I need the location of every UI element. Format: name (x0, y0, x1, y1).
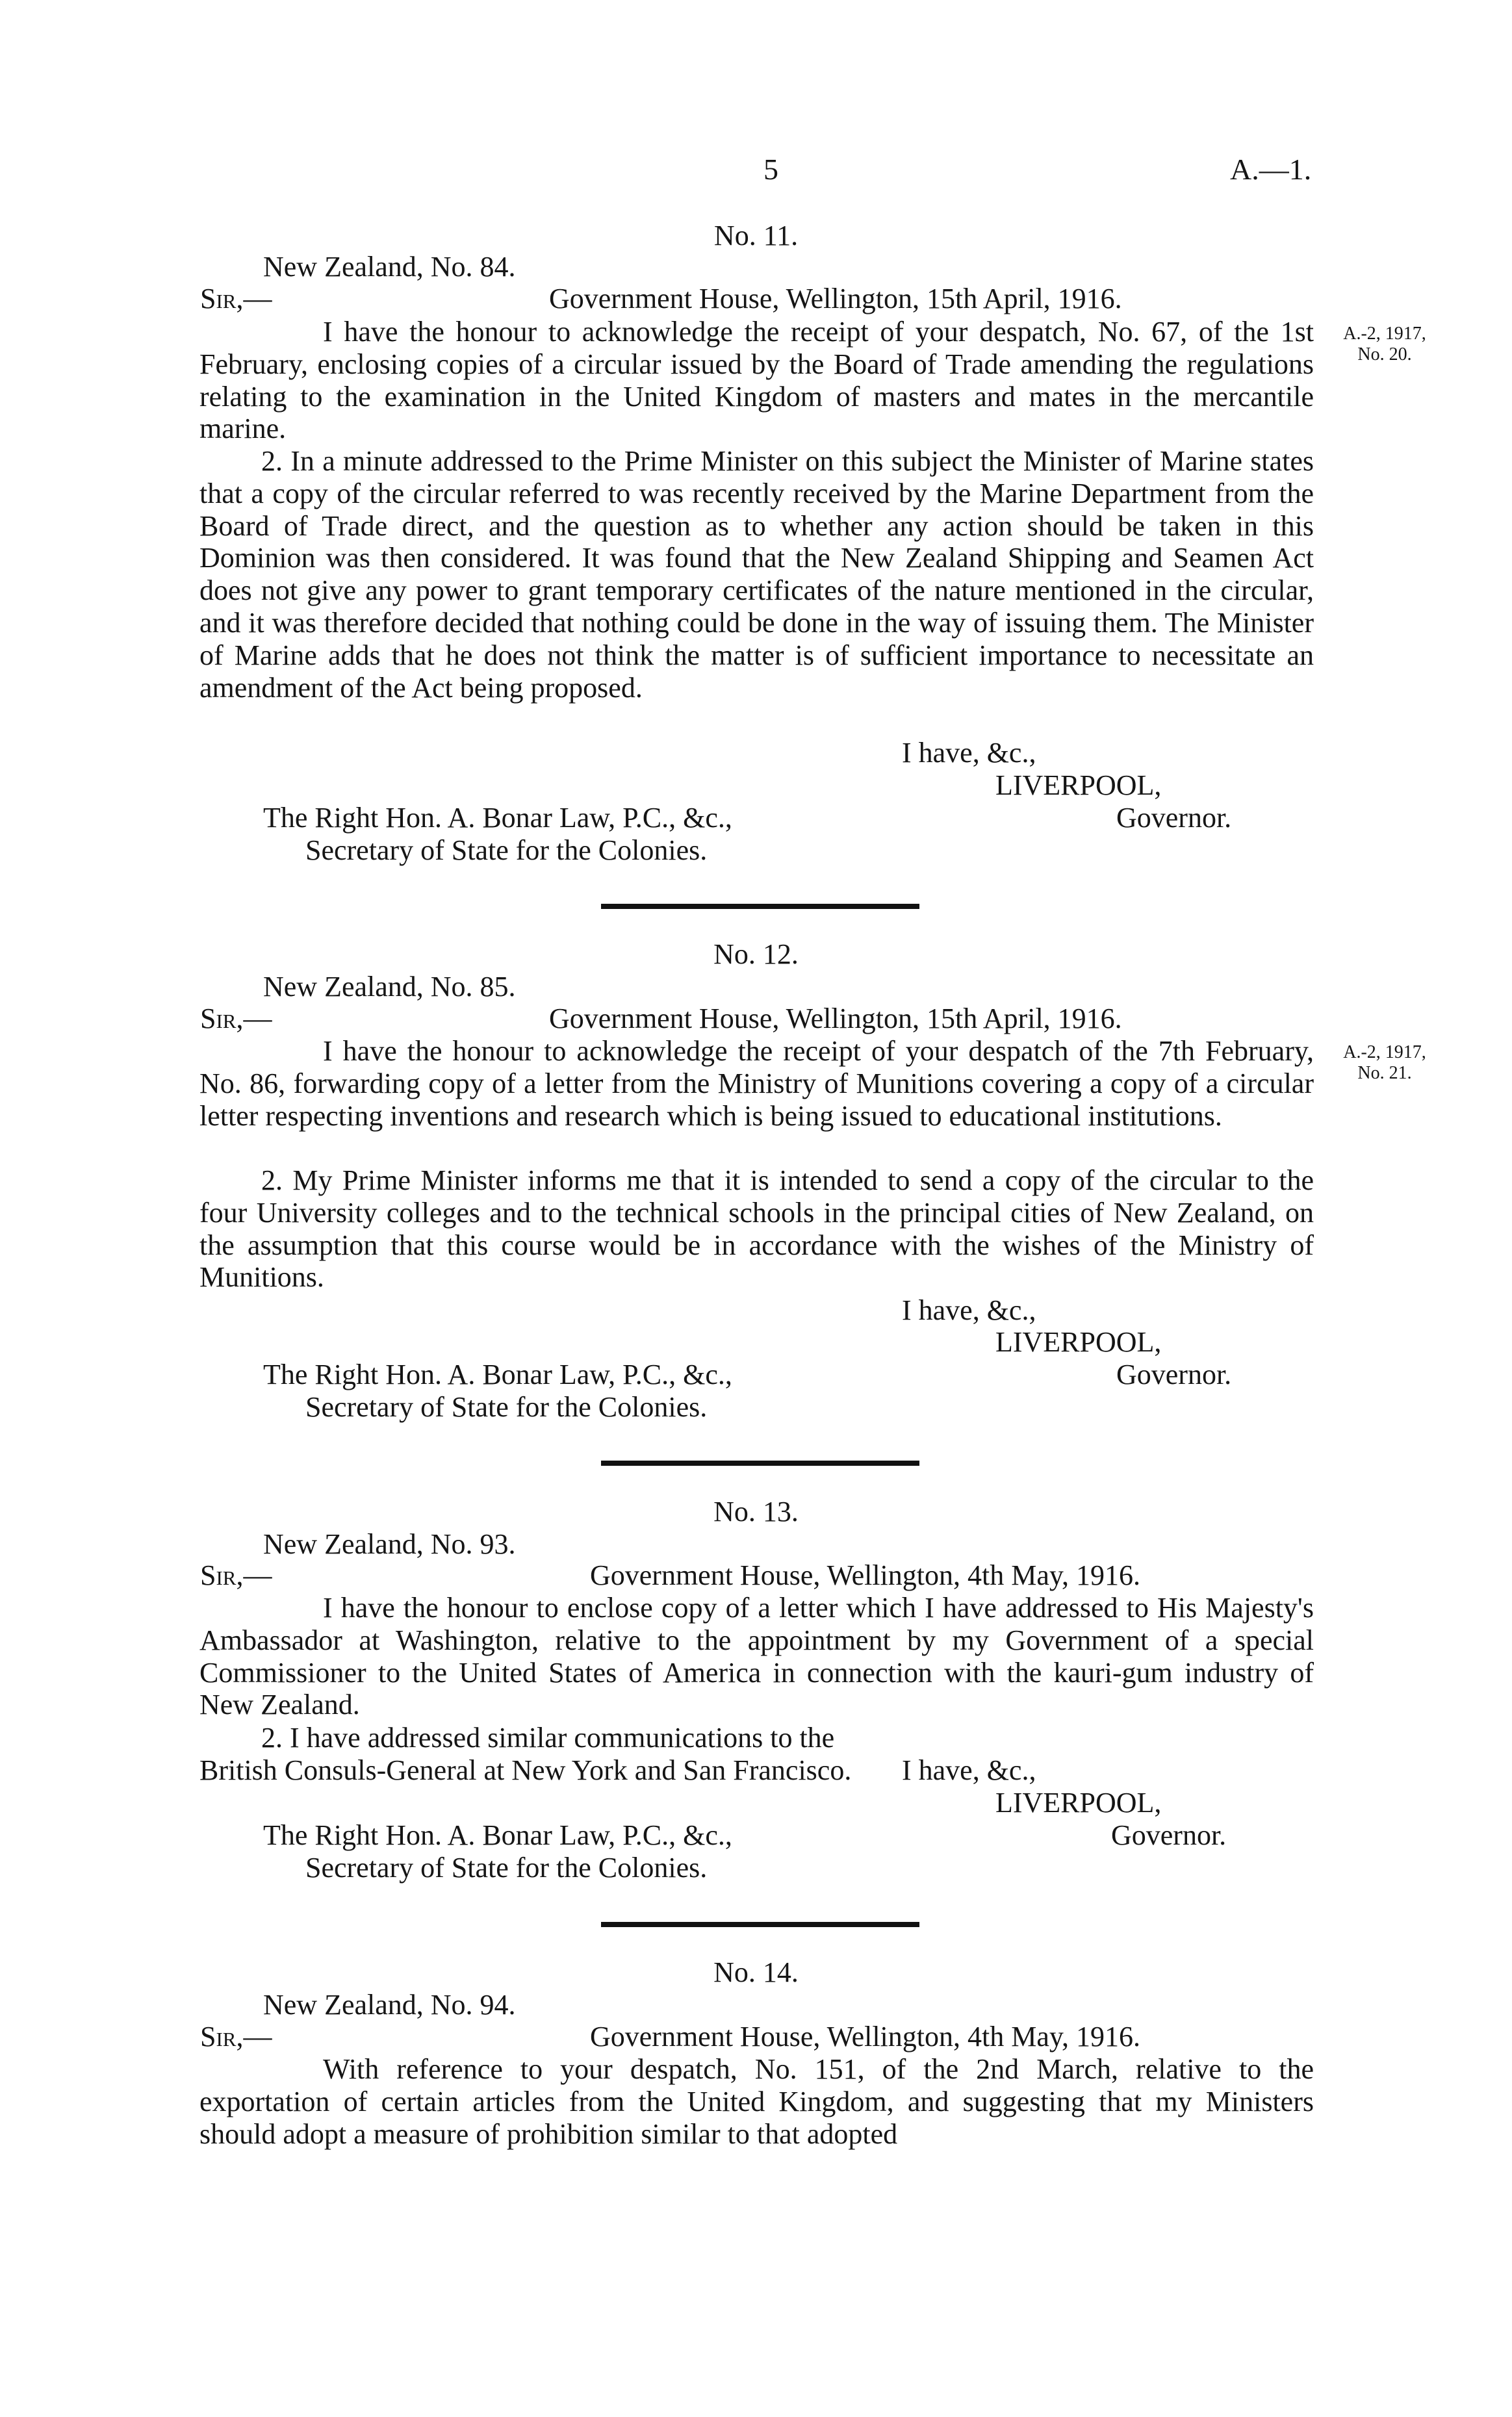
letter-address: Government House, Wellington, 15th April, 1916. (549, 283, 1122, 314)
salutation: Sir,— (200, 1559, 272, 1591)
closing: I have, &c., (902, 737, 1036, 769)
addressee: The Right Hon. A. Bonar Law, P.C., &c., (263, 802, 732, 834)
page-number: 5 (763, 153, 778, 186)
margin-note-line: A.-2, 1917, (1343, 1042, 1426, 1062)
signatory-title: Governor. (1116, 1359, 1232, 1390)
letter-number: No. 13. (713, 1496, 799, 1528)
salutation: Sir,— (200, 283, 272, 314)
addressee-title: Secretary of State for the Colonies. (305, 1852, 708, 1884)
addressee-title: Secretary of State for the Colonies. (305, 1391, 708, 1423)
margin-note-line: A.-2, 1917, (1343, 324, 1426, 344)
letter-paragraph: 2. I have addressed similar communications to the British Consuls-General at New York and San Francisco. (199, 1722, 852, 1786)
closing: I have, &c., (902, 1754, 1036, 1786)
margin-note (1323, 324, 1446, 365)
addressee: The Right Hon. A. Bonar Law, P.C., &c., (263, 1819, 732, 1851)
section-divider (601, 1922, 919, 1927)
despatch-reference: New Zealand, No. 84. (263, 251, 516, 283)
margin-note (1323, 1042, 1446, 1084)
letter-number: No. 11. (713, 220, 799, 251)
closing: I have, &c., (902, 1294, 1036, 1326)
signatory: LIVERPOOL, (995, 769, 1162, 801)
margin-note-line: No. 20. (1357, 344, 1412, 364)
letter-address: Government House, Wellington, 4th May, 1916. (590, 2021, 1141, 2053)
page-reference: A.—1. (1230, 153, 1312, 186)
despatch-reference: New Zealand, No. 85. (263, 971, 516, 1003)
salutation: Sir,— (200, 1003, 272, 1034)
section-divider (601, 1461, 919, 1466)
despatch-reference: New Zealand, No. 93. (263, 1528, 516, 1560)
letter-paragraph: 2. In a minute addressed to the Prime Minister on this subject the Minister of Marine states that a copy of the circular referred to was recently received by the Marine Department from the Board of Trade direct, and the question as to whether any action should be taken in this Dominion was then considered. It was found that the New Zealand Shipping and Seamen Act does not give any power to grant temporary certificates of the nature mentioned in the circular, and it was therefore decided that nothing could be done in the way of issuing them. The Minister of Marine adds that he does not think the matter is of sufficient importance to necessitate an amendment of the Act being proposed. (199, 445, 1314, 704)
letter-address: Government House, Wellington, 4th May, 1916. (590, 1559, 1141, 1591)
letter-number: No. 14. (713, 1956, 799, 1988)
signatory: LIVERPOOL, (995, 1787, 1162, 1819)
margin-note-line: No. 21. (1357, 1063, 1412, 1083)
section-divider (601, 904, 919, 909)
addressee-title: Secretary of State for the Colonies. (305, 834, 708, 866)
letter-paragraph: I have the honour to enclose copy of a letter which I have addressed to His Majesty's Ambassador at Washington, relative to the appointment by my Government of a special Commissioner to the United States of America in connection with the kauri-gum industry of New Zealand. (199, 1592, 1314, 1721)
signatory: LIVERPOOL, (995, 1326, 1162, 1358)
signatory-title: Governor. (1111, 1819, 1227, 1851)
letter-address: Government House, Wellington, 15th April, 1916. (549, 1003, 1122, 1034)
letter-number: No. 12. (713, 938, 799, 970)
letter-paragraph: I have the honour to acknowledge the receipt of your despatch, No. 67, of the 1st February, enclosing copies of a circular issued by the Board of Trade amending the regulations relating to the examination in the United Kingdom of masters and mates in the mercantile marine. (199, 316, 1314, 445)
letter-paragraph: 2. My Prime Minister informs me that it is intended to send a copy of the circular to the four University colleges and to the technical schools in the principal cities of New Zealand, on the assumption that this course would be in accordance with the wishes of the Ministry of Munitions. (199, 1164, 1314, 1294)
salutation: Sir,— (200, 2021, 272, 2053)
despatch-reference: New Zealand, No. 94. (263, 1989, 516, 2021)
letter-paragraph: I have the honour to acknowledge the receipt of your despatch of the 7th February, No. 86, forwarding copy of a letter from the Ministry of Munitions covering a copy of a circular letter respecting inventions and research which is being issued to educational institutions. (199, 1035, 1314, 1132)
addressee: The Right Hon. A. Bonar Law, P.C., &c., (263, 1359, 732, 1390)
signatory-title: Governor. (1116, 802, 1232, 834)
letter-paragraph: With reference to your despatch, No. 151, of the 2nd March, relative to the exportation of certain articles from the United Kingdom, and suggesting that my Ministers should adopt a measure of prohibition similar to that adopted (199, 2053, 1314, 2150)
